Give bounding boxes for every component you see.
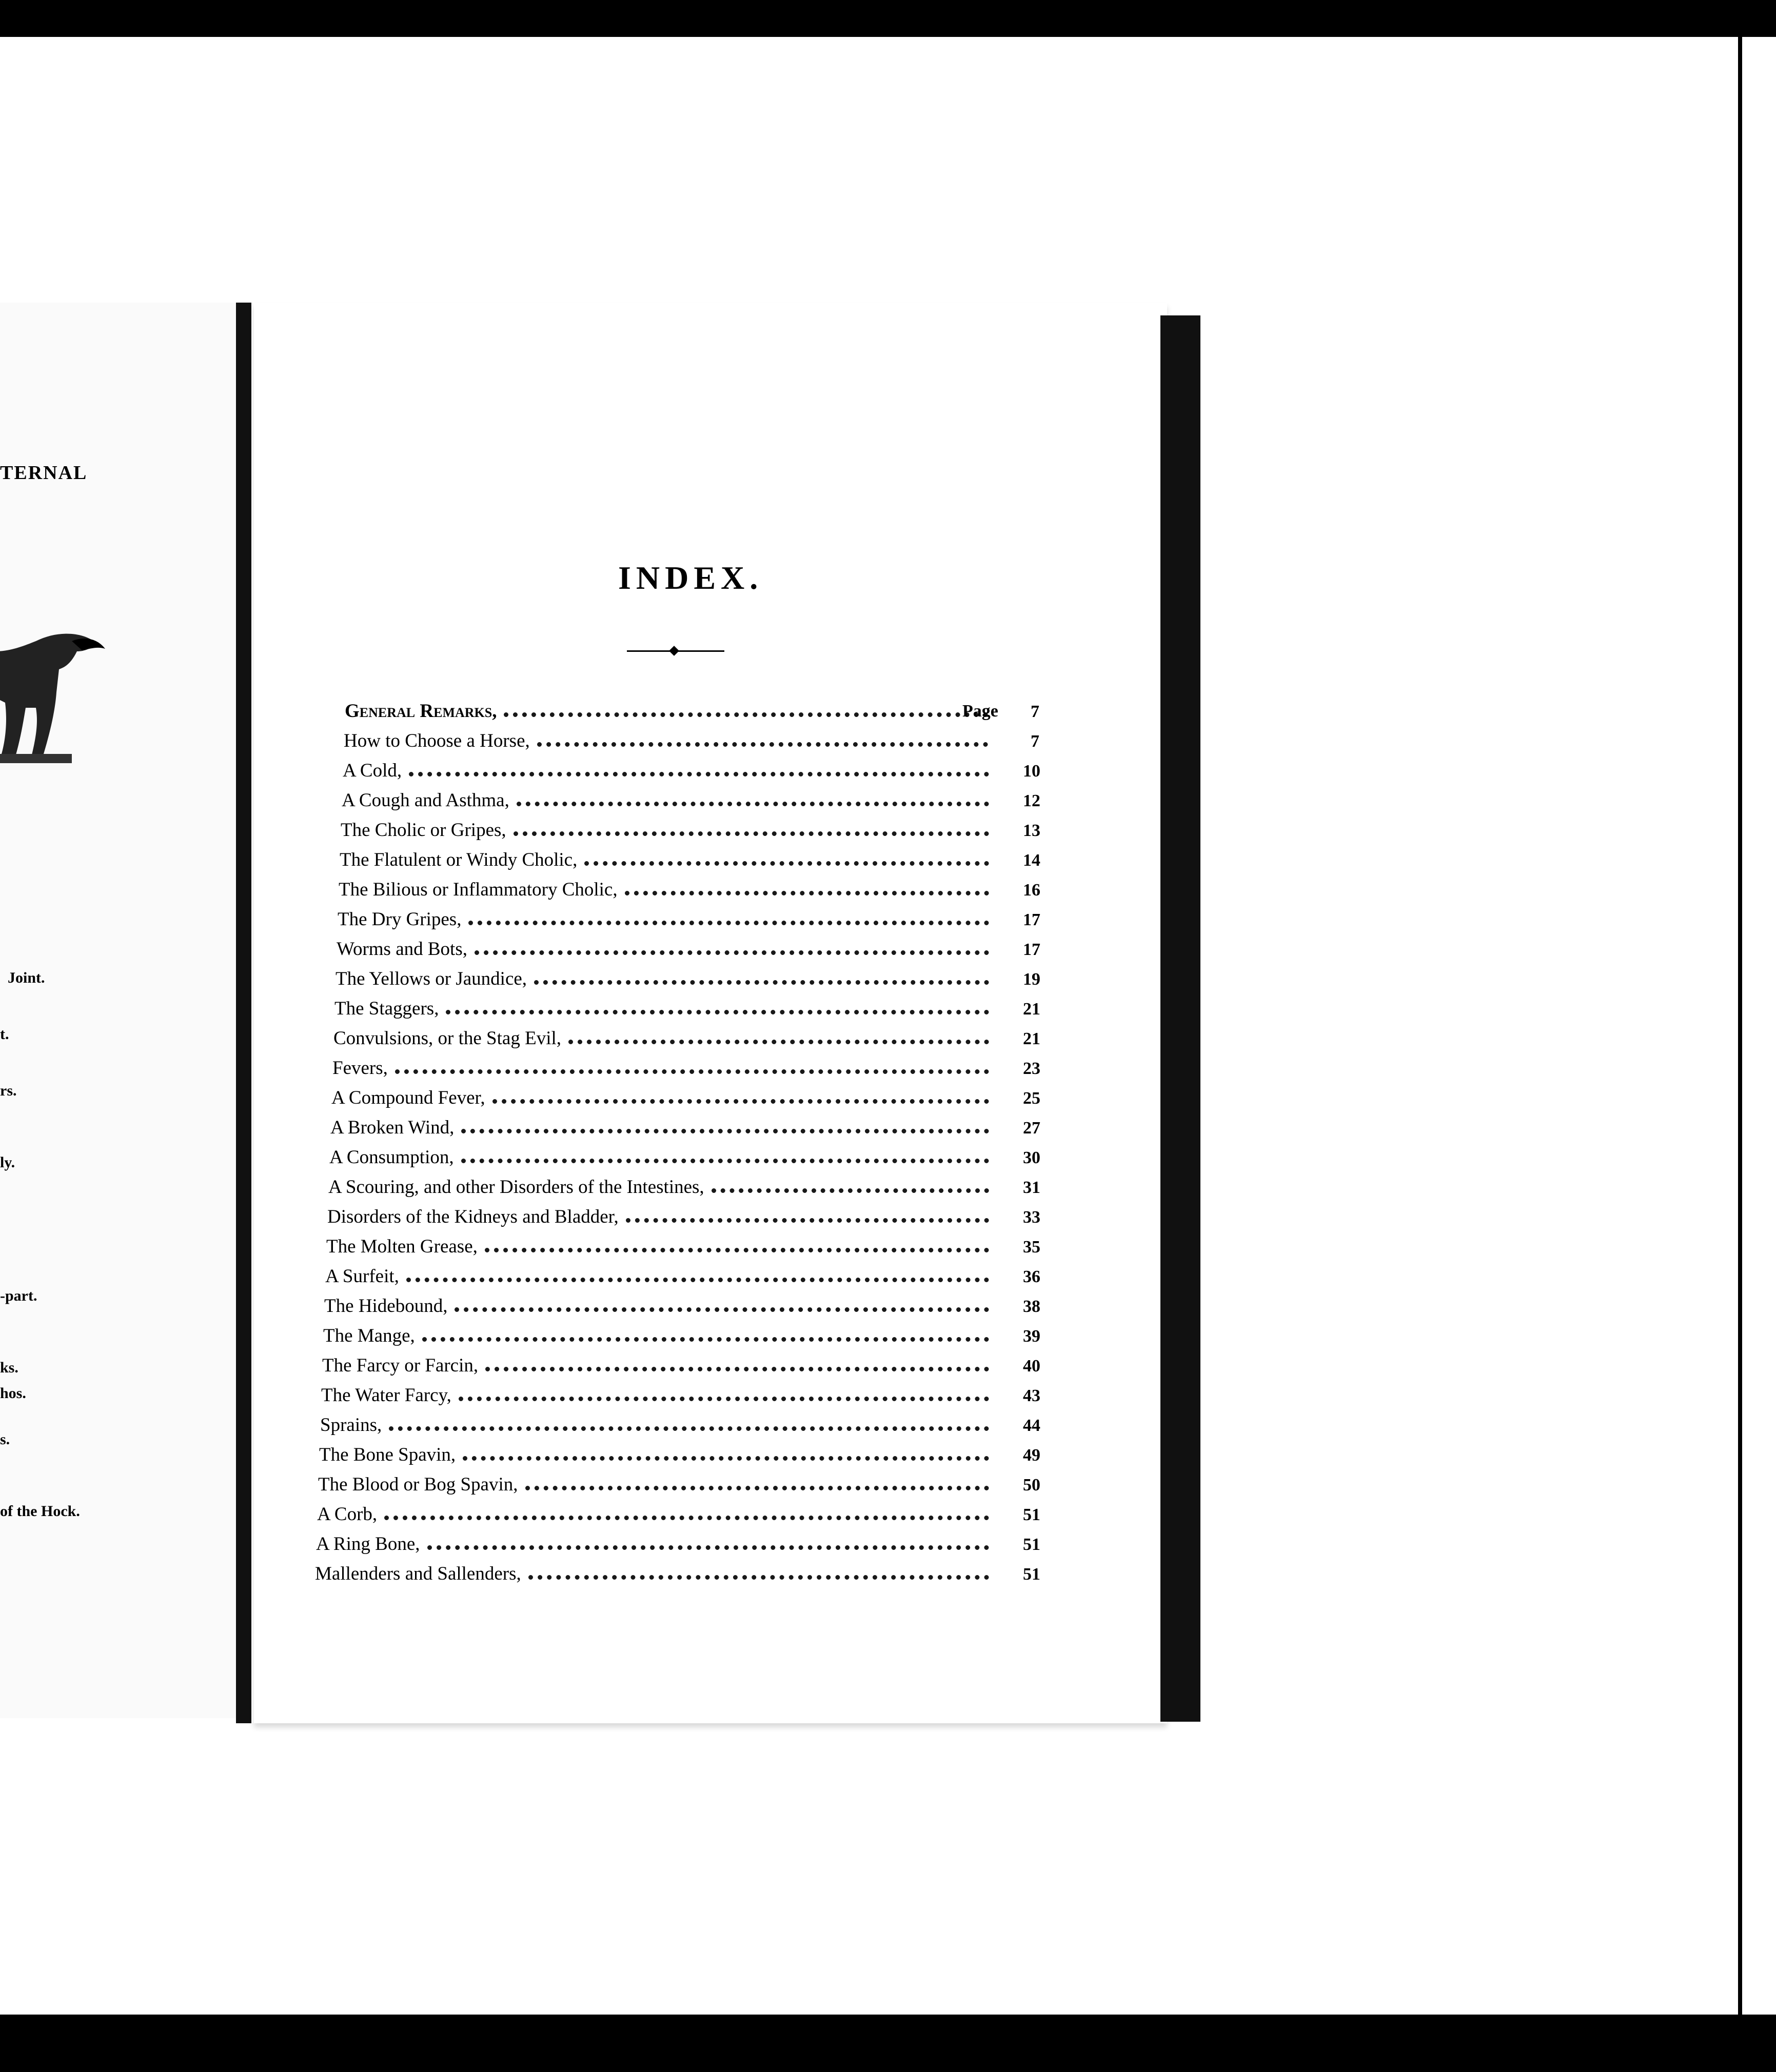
dot-leader	[568, 1040, 989, 1044]
dot-leader	[485, 1248, 989, 1252]
dot-leader	[584, 861, 989, 866]
dot-leader	[468, 921, 989, 925]
entry-page: 51	[1023, 1505, 1040, 1524]
horse-illustration	[0, 621, 113, 774]
entry-title: The Water Farcy,	[321, 1385, 451, 1406]
entry-title: A Compound Fever,	[331, 1087, 485, 1108]
left-page-header-fragment: TERNAL	[0, 462, 88, 484]
dot-leader	[461, 1159, 989, 1163]
index-entry	[320, 1414, 1040, 1443]
top-scan-border	[0, 0, 1776, 37]
entry-title: The Farcy or Farcin,	[322, 1355, 479, 1376]
entry-title: A Surfeit,	[325, 1266, 399, 1287]
entry-page: 35	[1023, 1238, 1040, 1257]
dot-leader	[514, 831, 989, 836]
dot-leader	[625, 891, 989, 895]
entry-page: 17	[1023, 940, 1040, 959]
entry-page: 19	[1023, 970, 1040, 989]
index-entry	[318, 1473, 1040, 1502]
index-entry	[341, 819, 1040, 848]
dot-leader	[422, 1337, 989, 1342]
index-entry	[339, 879, 1040, 907]
entry-title: Convulsions, or the Stag Evil,	[333, 1028, 561, 1049]
entry-page: 44	[1023, 1416, 1040, 1435]
dot-leader	[384, 1516, 989, 1520]
left-label: rs.	[0, 1082, 17, 1099]
entry-title: A Consumption,	[329, 1147, 454, 1168]
index-entry	[336, 968, 1040, 997]
dot-leader	[389, 1426, 989, 1431]
entry-page: 36	[1023, 1267, 1040, 1286]
dot-leader	[492, 1099, 989, 1104]
dot-leader	[712, 1188, 989, 1193]
index-entry	[324, 1295, 1040, 1324]
left-label: of the Hock.	[0, 1503, 80, 1520]
index-entry	[329, 1146, 1040, 1175]
entry-title: The Dry Gripes,	[338, 909, 462, 930]
entry-title: Mallenders and Sallenders,	[315, 1563, 521, 1584]
index-entry	[331, 1087, 1040, 1115]
dot-leader	[395, 1069, 989, 1074]
dot-leader	[446, 1010, 989, 1014]
entry-title: The Flatulent or Windy Cholic,	[340, 849, 578, 870]
entry-page: 40	[1023, 1357, 1040, 1376]
entry-page: 51	[1023, 1535, 1040, 1554]
entry-title: The Staggers,	[334, 998, 439, 1019]
dot-leader	[528, 1575, 989, 1580]
entry-page: 21	[1023, 1029, 1040, 1048]
dot-leader	[455, 1307, 989, 1312]
index-entry	[337, 938, 1040, 967]
entry-title: A Scouring, and other Disorders of the Intestines,	[328, 1177, 704, 1198]
index-entry	[332, 1057, 1040, 1086]
dot-leader	[406, 1278, 989, 1282]
entry-title: The Molten Grease,	[326, 1236, 478, 1257]
index-entry	[321, 1384, 1040, 1413]
dot-leader	[475, 950, 989, 955]
entry-title: A Cold,	[343, 760, 402, 781]
index-entry	[345, 700, 1039, 729]
book-gutter	[236, 303, 251, 1723]
entry-page: 21	[1023, 1000, 1040, 1019]
index-entry	[322, 1354, 1040, 1383]
index-title: INDEX.	[618, 560, 763, 596]
entry-title: The Hidebound,	[324, 1296, 448, 1317]
bleed-through-text	[121, 677, 182, 805]
index-entry	[338, 908, 1040, 937]
left-label: Joint.	[8, 969, 45, 986]
entry-page: 49	[1023, 1446, 1040, 1465]
page-column-heading: Page	[962, 702, 998, 721]
entry-page: 31	[1023, 1178, 1040, 1197]
index-entry	[326, 1236, 1040, 1264]
right-scan-border	[1738, 37, 1742, 2015]
dot-leader	[534, 980, 989, 985]
dot-leader	[459, 1397, 989, 1401]
entry-page: 14	[1023, 851, 1040, 870]
dot-leader	[463, 1456, 989, 1461]
index-entry	[330, 1117, 1040, 1145]
entry-title: A Broken Wind,	[330, 1117, 455, 1138]
entry-title: A Ring Bone,	[316, 1533, 420, 1555]
entry-title: Fevers,	[332, 1058, 388, 1079]
entry-page: 30	[1023, 1148, 1040, 1167]
index-entry	[328, 1176, 1040, 1205]
entry-page: 17	[1023, 910, 1040, 929]
entry-title: How to Choose a Horse,	[344, 730, 530, 751]
entry-page: 33	[1023, 1208, 1040, 1227]
dot-leader	[525, 1486, 989, 1490]
index-entry	[333, 1027, 1040, 1056]
left-label: ly.	[0, 1154, 15, 1171]
entry-title: The Cholic or Gripes,	[341, 820, 506, 841]
entry-title: Sprains,	[320, 1414, 382, 1436]
entry-page: 25	[1023, 1089, 1040, 1108]
bottom-scan-border	[0, 2015, 1776, 2072]
entry-page: 23	[1023, 1059, 1040, 1078]
entry-page: 13	[1023, 821, 1040, 840]
entry-title: The Blood or Bog Spavin,	[318, 1474, 518, 1495]
entry-title: Worms and Bots,	[337, 939, 467, 960]
entry-title: The Mange,	[323, 1325, 415, 1346]
dot-leader	[485, 1367, 989, 1371]
dot-leader	[461, 1129, 989, 1133]
dot-leader	[517, 802, 989, 806]
index-entry	[344, 730, 1039, 759]
index-entry	[319, 1444, 1040, 1472]
entry-page: 51	[1023, 1565, 1040, 1584]
entry-title: The Yellows or Jaundice,	[336, 968, 527, 989]
index-entry	[343, 760, 1040, 788]
entry-title: Disorders of the Kidneys and Bladder,	[327, 1206, 619, 1227]
entry-page: 10	[1023, 762, 1040, 781]
index-entry	[323, 1325, 1040, 1353]
entry-page: 43	[1023, 1386, 1040, 1405]
index-entry	[334, 998, 1040, 1026]
dot-leader	[409, 772, 989, 776]
dot-leader	[427, 1545, 990, 1550]
entry-page: 16	[1023, 881, 1040, 900]
left-label: t.	[0, 1026, 9, 1043]
index-entry	[342, 789, 1040, 818]
entry-page: 27	[1023, 1119, 1040, 1138]
dot-leader	[626, 1218, 989, 1223]
entry-page: 38	[1023, 1297, 1040, 1316]
entry-title: A Cough and Asthma,	[342, 790, 509, 811]
entry-title: A Corb,	[317, 1504, 378, 1525]
index-entry	[316, 1533, 1040, 1562]
index-entry	[315, 1563, 1040, 1591]
index-entry	[327, 1206, 1040, 1234]
entry-page: 39	[1023, 1327, 1040, 1346]
entry-page: 12	[1023, 791, 1040, 810]
entry-page: 7	[1031, 702, 1039, 721]
dot-leader	[537, 742, 988, 747]
dot-leader	[504, 712, 988, 717]
index-entry	[317, 1503, 1040, 1532]
entry-title: General Remarks,	[345, 701, 497, 722]
index-entry	[325, 1265, 1040, 1294]
left-label: s.	[0, 1431, 10, 1448]
entry-title: The Bone Spavin,	[319, 1444, 456, 1465]
index-entry	[340, 849, 1040, 878]
left-page	[0, 303, 241, 1718]
left-label: -part.	[0, 1287, 37, 1304]
left-label: ks.	[0, 1359, 18, 1376]
left-label: hos.	[0, 1385, 26, 1402]
entry-title: The Bilious or Inflammatory Cholic,	[339, 879, 618, 900]
entry-page: 50	[1023, 1476, 1040, 1495]
entry-page: 7	[1031, 732, 1039, 751]
page-edge-shadow	[1160, 315, 1200, 1722]
